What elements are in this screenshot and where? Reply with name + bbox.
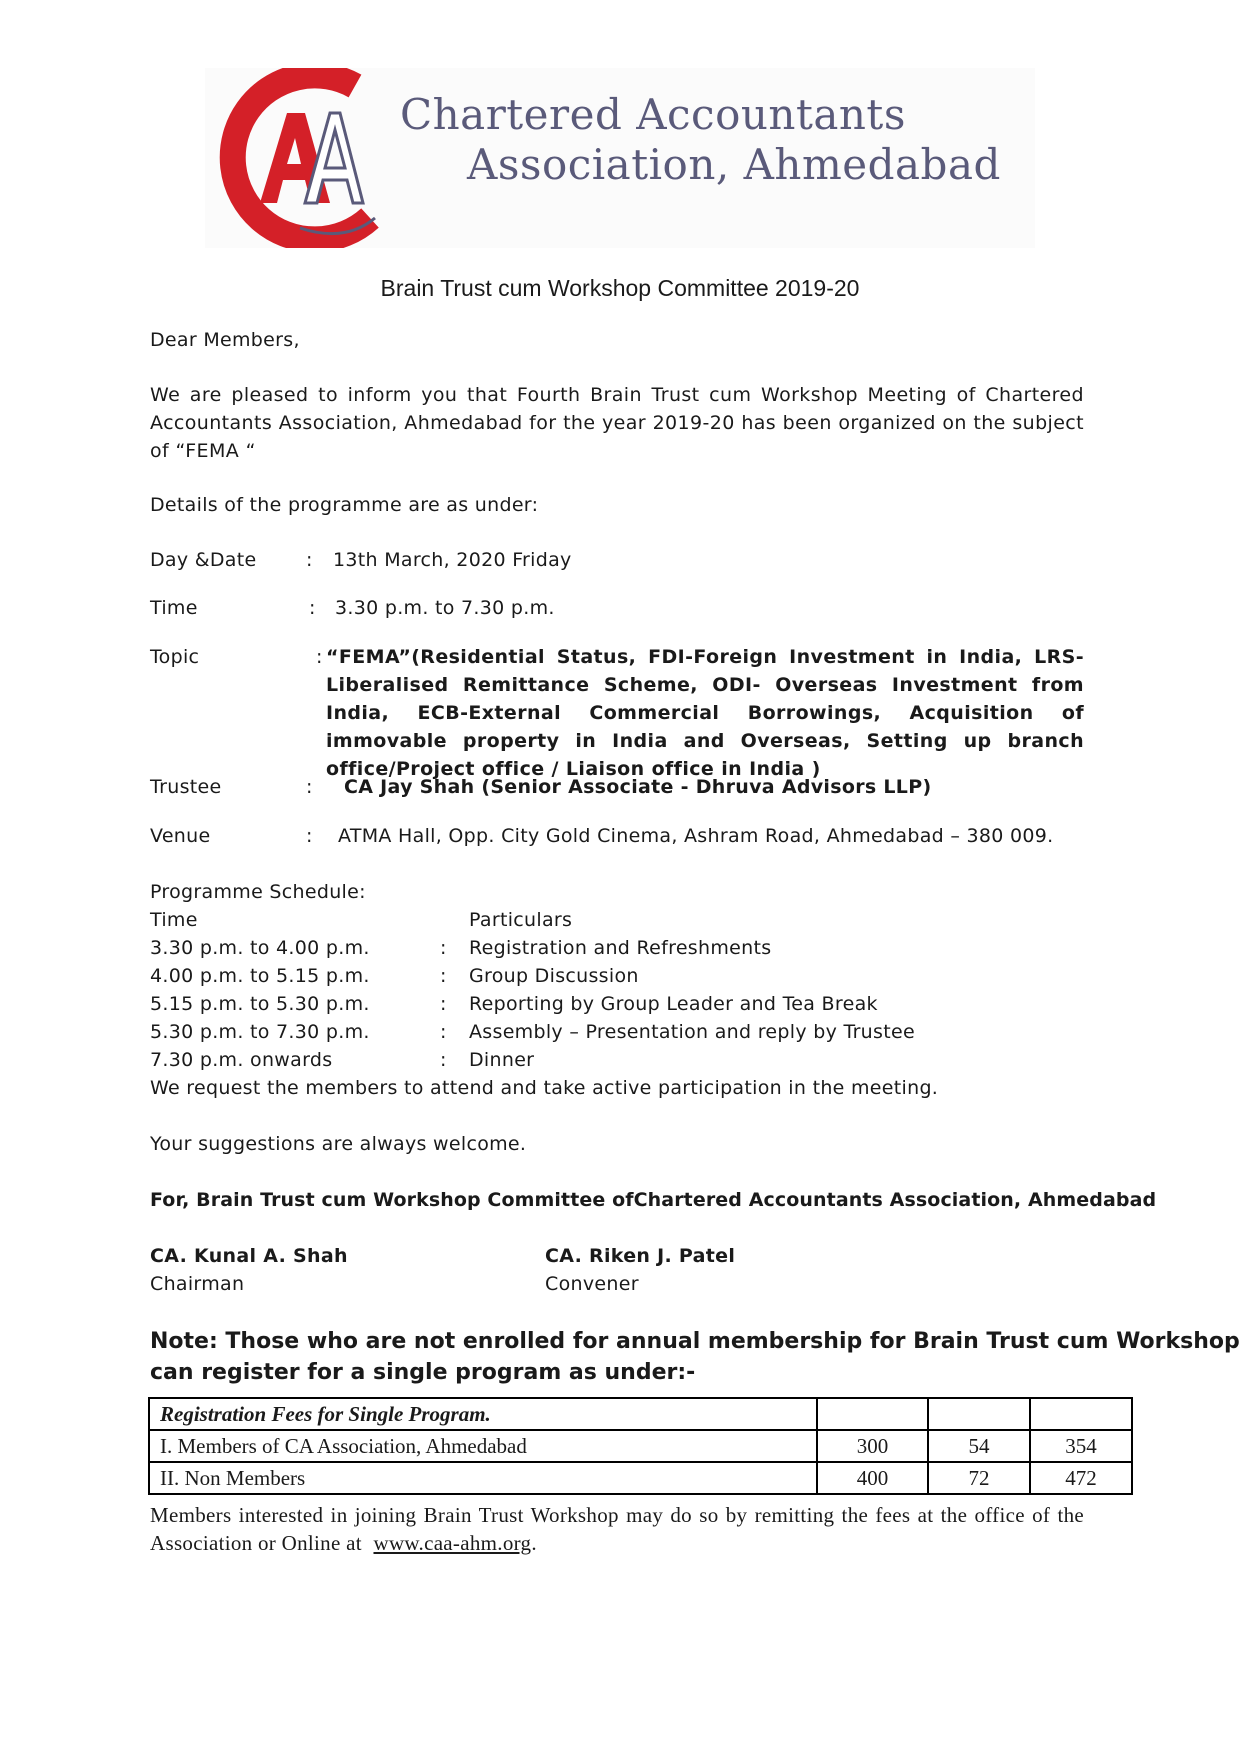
topic-colon: : [316, 646, 323, 668]
time-label: Time [150, 597, 198, 619]
ca-logo-icon [205, 68, 385, 248]
fees-header-blank [1030, 1398, 1132, 1430]
venue-label: Venue [150, 825, 211, 847]
signatory-role: Chairman [150, 1273, 245, 1295]
schedule-col-particulars: Particulars [469, 909, 573, 931]
schedule-row-colon: : [440, 965, 447, 987]
footer-paragraph [150, 1501, 1084, 1557]
org-name-line1: Chartered Accountants [400, 90, 906, 139]
fees-value: 472 [1030, 1462, 1132, 1494]
venue-value: ATMA Hall, Opp. City Gold Cinema, Ashram Road, Ahmedabad – 380 009. [338, 825, 1054, 847]
day-label: Day &Date [150, 549, 257, 571]
schedule-row-time: 5.30 p.m. to 7.30 p.m. [150, 1021, 370, 1043]
org-name-line2: Association, Ahmedabad [467, 140, 1001, 189]
note-line2: can register for a single program as under:- [150, 1360, 696, 1385]
topic-label: Topic [150, 646, 200, 668]
schedule-row-colon: : [440, 1049, 447, 1071]
schedule-row-time: 3.30 p.m. to 4.00 p.m. [150, 937, 370, 959]
fees-header-blank [928, 1398, 1030, 1430]
time-colon: : [309, 597, 316, 619]
schedule-col-time: Time [150, 909, 198, 931]
fees-header-blank [817, 1398, 928, 1430]
venue-colon: : [306, 825, 313, 847]
intro-paragraph: We are pleased to inform you that Fourth Brain Trust cum Workshop Meeting of Chartered Accountants Association, Ahmedabad for the year 2019-20 has been organized on the subject of “FEMA “ [150, 384, 1084, 462]
schedule-row-item: Dinner [469, 1049, 535, 1071]
fees-label: I. Members of CA Association, Ahmedabad [149, 1430, 817, 1462]
table-row [149, 1398, 1132, 1430]
request-text: We request the members to attend and take active participation in the meeting. [150, 1077, 939, 1099]
fees-value: 354 [1030, 1430, 1132, 1462]
table-row [149, 1462, 1132, 1494]
topic-value: “FEMA”(Residential Status, FDI-Foreign Investment in India, LRS-Liberalised Remittance Scheme, ODI- Overseas Investment from India, ECB-External Commercial Borrowings, Acquisition of immovable property in India and Overseas, Setting up branch office/Project office / Liaison office in India ) [326, 646, 1084, 780]
schedule-row-item: Assembly – Presentation and reply by Trustee [469, 1021, 915, 1043]
note-line1: Note: Those who are not enrolled for annual membership for Brain Trust cum Workshop [150, 1329, 1240, 1354]
day-value: 13th March, 2020 Friday [333, 549, 572, 571]
fees-value: 72 [928, 1462, 1030, 1494]
trustee-value: CA Jay Shah (Senior Associate - Dhruva Advisors LLP) [344, 776, 932, 798]
trustee-label: Trustee [150, 776, 222, 798]
schedule-row-colon: : [440, 937, 447, 959]
fees-table [148, 1397, 1133, 1495]
schedule-row-item: Group Discussion [469, 965, 639, 987]
schedule-heading: Programme Schedule: [150, 881, 366, 903]
signatory-name: CA. Kunal A. Shah [150, 1245, 348, 1267]
time-value: 3.30 p.m. to 7.30 p.m. [335, 597, 555, 619]
table-row [149, 1430, 1132, 1462]
details-heading: Details of the programme are as under: [150, 494, 539, 516]
salutation: Dear Members, [150, 329, 300, 351]
footer-text: Members interested in joining Brain Trust Workshop may do so by remitting the fees at the office of the Association or Online at [150, 1503, 1084, 1555]
page-title: Brain Trust cum Workshop Committee 2019-20 [380, 275, 860, 301]
fees-header: Registration Fees for Single Program. [149, 1398, 817, 1430]
fees-label: II. Non Members [149, 1462, 817, 1494]
fees-value: 400 [817, 1462, 928, 1494]
schedule-row-time: 4.00 p.m. to 5.15 p.m. [150, 965, 370, 987]
suggestions-text: Your suggestions are always welcome. [150, 1133, 527, 1155]
website-link[interactable]: www.caa-ahm.org [373, 1531, 532, 1555]
schedule-row-colon: : [440, 993, 447, 1015]
signatory-role: Convener [545, 1273, 639, 1295]
signatory-name: CA. Riken J. Patel [545, 1245, 736, 1267]
schedule-row-time: 5.15 p.m. to 5.30 p.m. [150, 993, 370, 1015]
fees-value: 54 [928, 1430, 1030, 1462]
day-colon: : [306, 549, 313, 571]
schedule-row-time: 7.30 p.m. onwards [150, 1049, 333, 1071]
footer-end: . [531, 1531, 537, 1555]
fees-value: 300 [817, 1430, 928, 1462]
schedule-row-item: Reporting by Group Leader and Tea Break [469, 993, 878, 1015]
logo-banner [205, 68, 1035, 248]
trustee-colon: : [306, 776, 313, 798]
for-line: For, Brain Trust cum Workshop Committee ofChartered Accountants Association, Ahmedabad [150, 1189, 1157, 1211]
schedule-row-item: Registration and Refreshments [469, 937, 772, 959]
schedule-row-colon: : [440, 1021, 447, 1043]
